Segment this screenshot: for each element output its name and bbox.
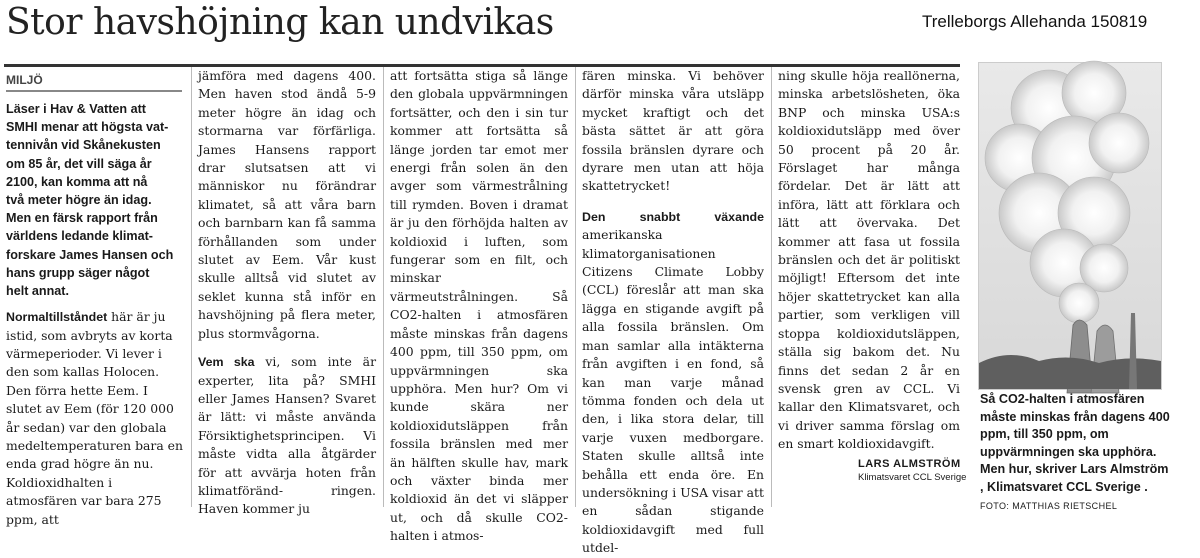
body-paragraph: ning skulle höja reallönerna, minska arbetslösheten, öka BNP och minska USA:s koldioxidutsläpp med över 50 procent på 20 år. Förslaget har många fördelar. Det är lätt att införa, lätt att förklara och lätt att övervaka. Det kommer att fasa ut fossila bränslen och det är politiskt möjligt! Eftersom det inte höjer skattetrycket kan alla partier, som verkligen vill stoppa koldioxidutsläppen, ställa sig bakom det. Nu finns det sedan 2 år en svensk gren av CCL. Vi kallar den Klimatsvaret, och vi driver samma förslag om en smart koldioxidavgift.	[778, 68, 960, 452]
article-photo	[978, 62, 1162, 390]
byline-organization: Klimatsvaret CCL Sverige	[858, 472, 967, 483]
lead-paragraph: Läser i Hav & Vatten att SMHI menar att högsta vat- tennivån vid Skånekusten om 85 år, det vill säga år 2100, kan komma att nå två meter högre än idag. Men en färsk rapport från världens ledande klimat- forskare James Hansen och hans grupp säger något helt annat.	[6, 102, 174, 299]
column-3	[390, 67, 568, 544]
byline	[858, 458, 966, 483]
column-2	[198, 67, 376, 517]
column-separator	[191, 67, 192, 507]
body-paragraph: Normaltillståndet här är ju istid, som avbryts av korta värmeperioder. Vi lever i den som kallas Holocen. Den förra hette Eem. I slutet av Eem (för 120 000 år sedan) var den globala medeltemperaturen bara en enda grad högre än nu. Koldioxidhalten i atmosfären var bara 275 ppm, att	[6, 309, 183, 527]
body-paragraph: Den snabbt växande amerikanska klimatorganisationen Citizens Climate Lobby (CCL) föreslår att man ska lägga en stigande avgift på alla fossila bränslen. Om man samlar alla intäkterna från avgiften i en fond, så kan man varje månad tömma fonden och dela ut den, i lika stora delar, till varje vuxen medborgare. Staten skulle alltså inte behålla ett enda öre. En undersökning i USA visar att en sådan stigande koldioxidavgift med full utdel-	[582, 209, 764, 556]
column-4	[582, 67, 764, 556]
source-label: Trelleborgs Allehanda 150819	[922, 12, 1148, 31]
body-paragraph: Vem ska vi, som inte är experter, lita på? SMHI eller James Hansen? Svaret är lätt: vi måste använda Försiktighetsprincipen. Vi måste vidta alla åtgärder för att avvärja hoten från klimatföränd- ringen. Haven kommer ju	[198, 354, 376, 517]
photo-credit: FOTO: MATTHIAS RIETSCHEL	[980, 500, 1118, 511]
column-separator	[771, 67, 772, 507]
cooling-towers-photo	[979, 63, 1161, 389]
body-paragraph: att fortsätta stiga så länge den globala uppvärmningen fortsätter, och den i sin tur kommer att fortsätta så länge jorden tar emot mer energi från solen än den avger som värmestrålning till rymden. Boven i dramat är ju den förhöjda halten av koldioxid i luften, som fungerar som en filt, och minskar värmeutstrålningen. Så CO2-halten i atmosfären måste minskas från dagens 400 ppm, till 350 ppm, om uppvärmningen ska upphöra. Men hur? Om vi kunde skära ner koldioxidutsläppen från fossila bränslen med mer än hälften skulle hav, mark och växter binda mer koldioxid än det vi släpper ut, och då skulle CO2-halten i atmos-	[390, 68, 568, 544]
column-5	[778, 67, 960, 452]
byline-name: LARS ALMSTRÖM	[858, 458, 961, 470]
column-separator	[383, 67, 384, 507]
column-1	[6, 100, 186, 527]
section-label: MILJÖ	[6, 73, 43, 87]
section-rule	[6, 90, 182, 92]
headline: Stor havshöjning kan undvikas	[6, 2, 554, 43]
photo-caption: Så CO2-halten i atmosfären måste minskas från dagens 400 ppm, till 350 ppm, om uppvärmningen ska upphöra. Men hur, skriver Lars Almström , Klimatsvaret CCL Sverige . FOTO: MATTHIAS RIETSCHEL	[980, 392, 1170, 511]
column-separator	[575, 67, 576, 507]
body-paragraph: fären minska. Vi behöver därför minska våra utsläpp mycket kraftigt och det bästa sättet är att göra fossila bränslen dyrare och dyrare men utan att höja skattetrycket!	[582, 68, 764, 194]
body-paragraph: jämföra med dagens 400. Men haven stod ändå 5-9 meter högre än idag och stormarna var förfärliga. James Hansens rapport drar slutsatsen att vi människor nu förändrar klimatet, så att våra barn och barnbarn kan få samma förhållanden som under slutet av Eem. Vår kust skulle alltså vid slutet av seklet kunna stå inför en havshöjning på flera meter, plus stormvågorna.	[198, 68, 376, 341]
